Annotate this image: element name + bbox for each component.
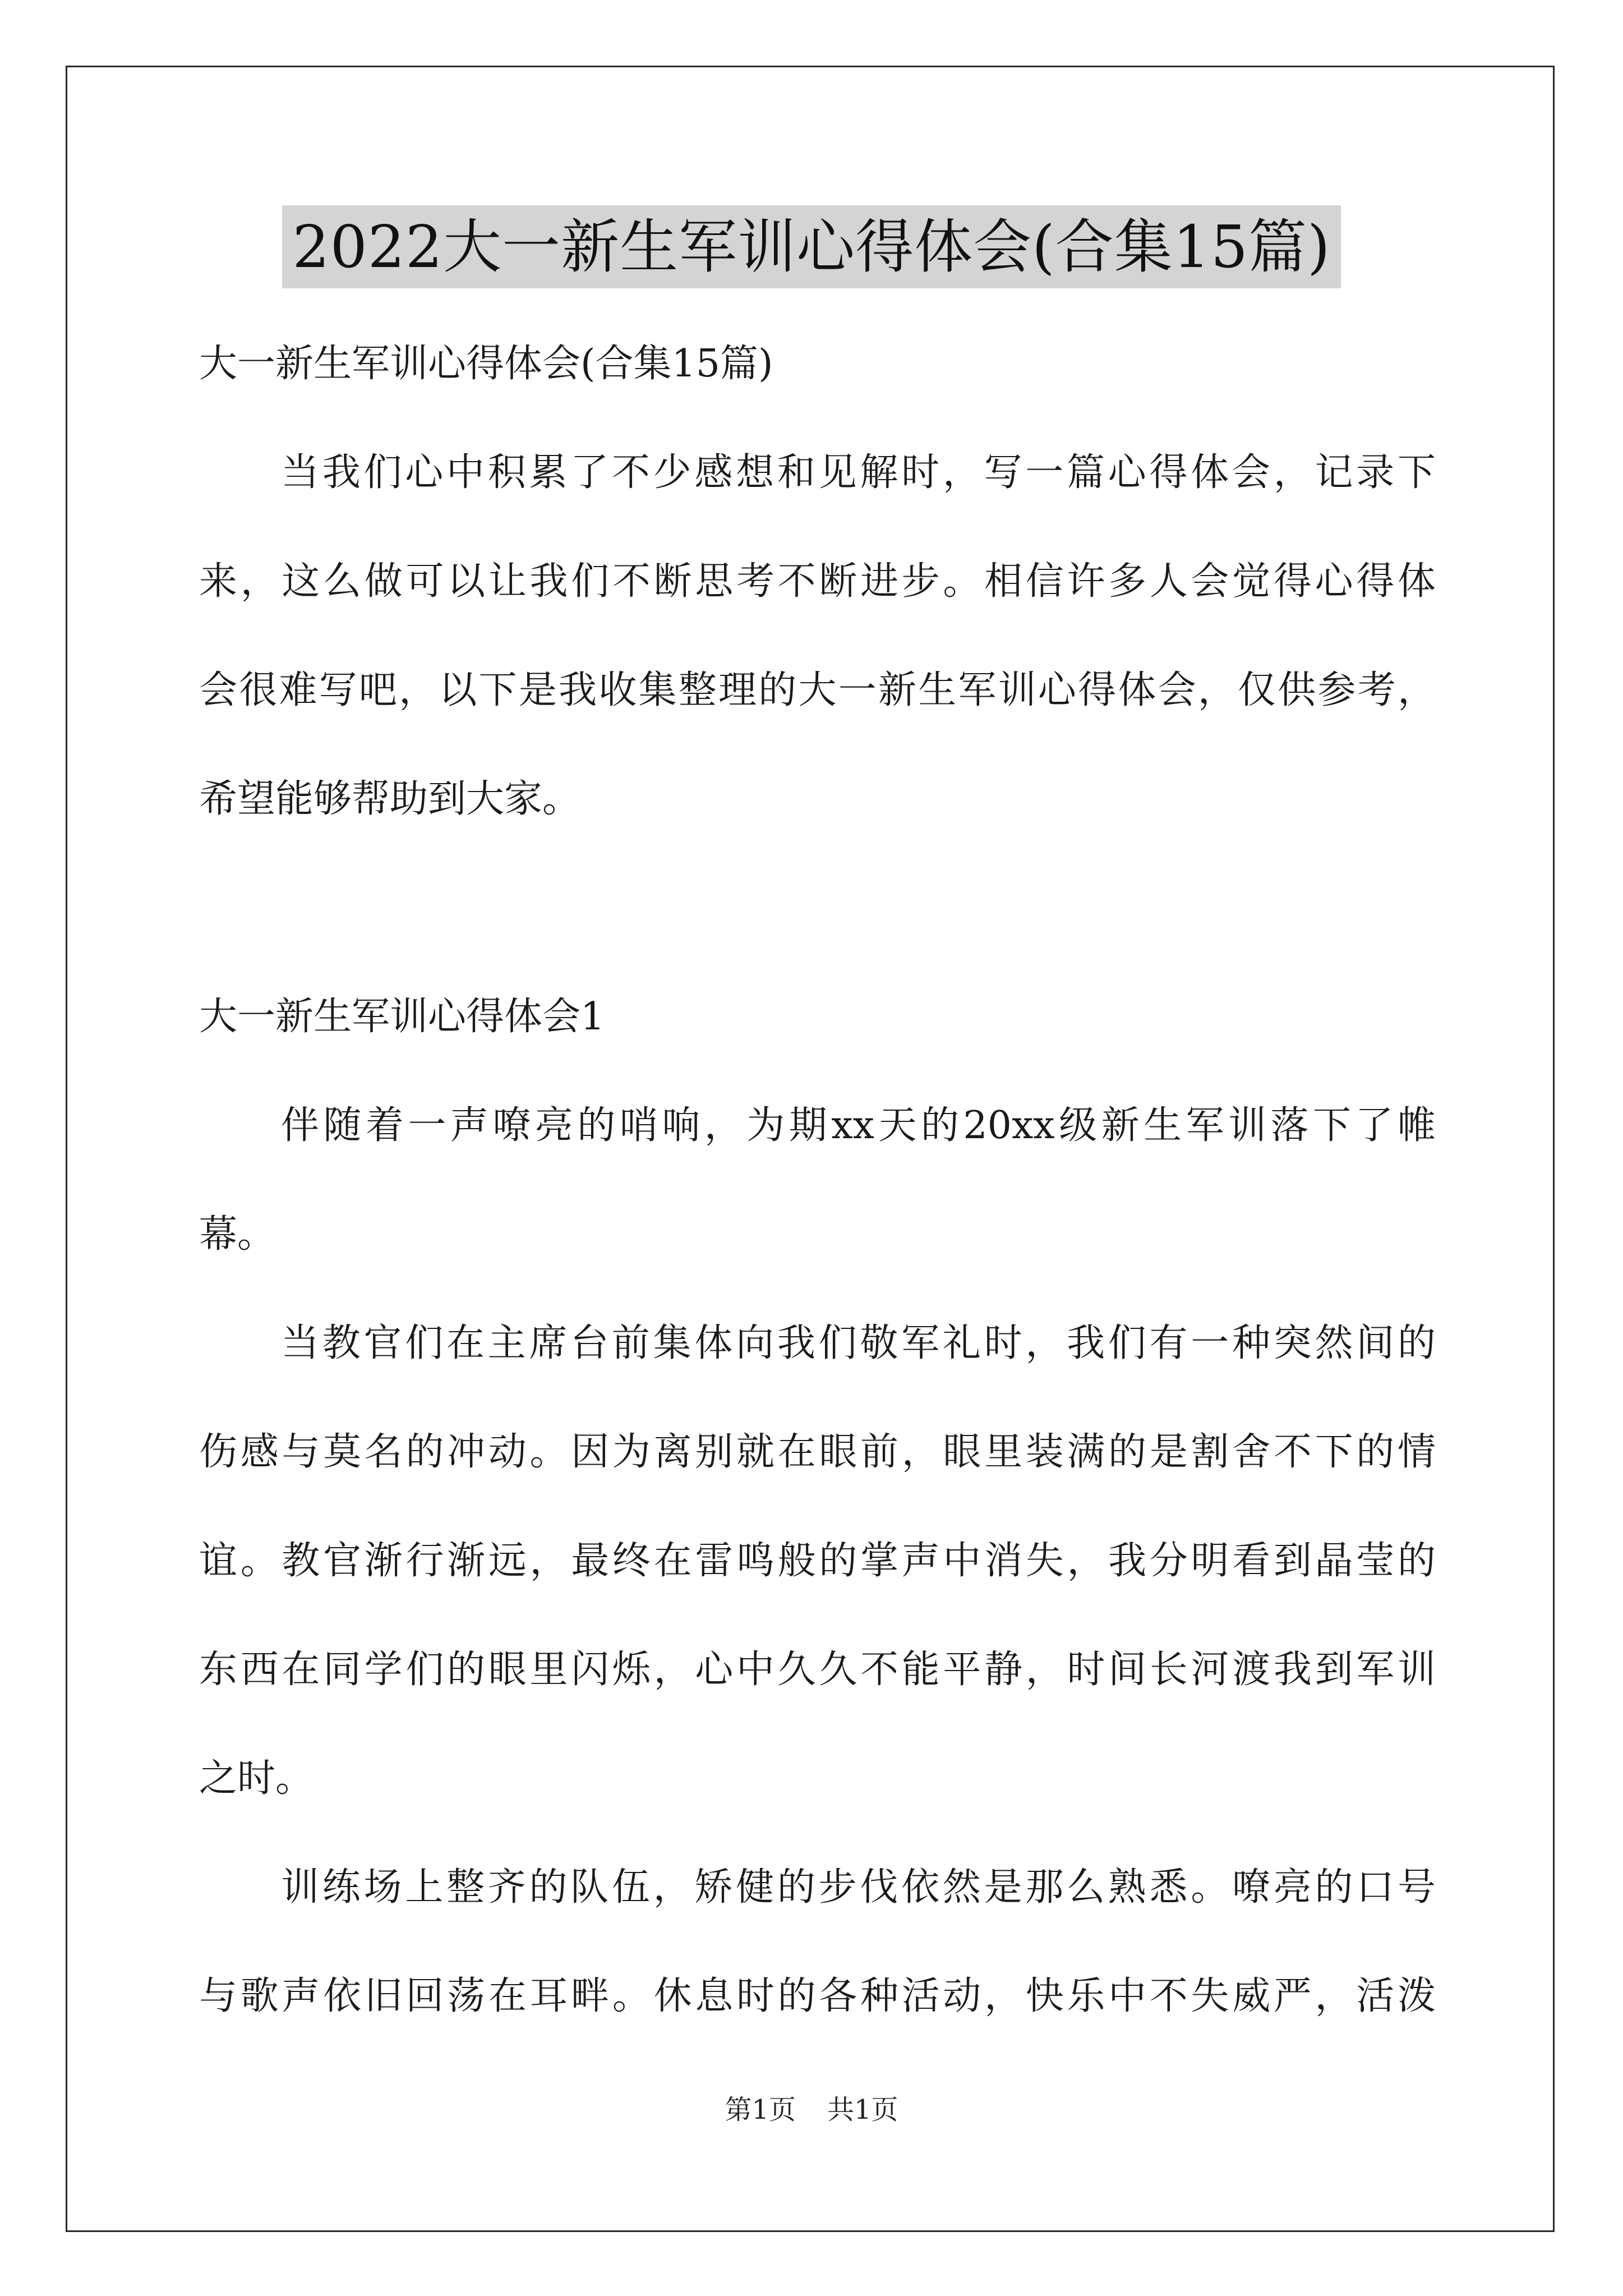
page-number: 第1页 — [725, 2094, 796, 2125]
section-heading: 大一新生军训心得体会1 — [199, 995, 605, 1039]
intro-line: 会很难写吧，以下是我收集整理的大一新生军训心得体会，仅供参考， — [199, 668, 1436, 712]
paragraph-line: 东西在同学们的眼里闪烁，心中久久不能平静，时间长河渡我到军训 — [199, 1648, 1436, 1692]
paragraph-line: 伤感与莫名的冲动。因为离别就在眼前，眼里装满的是割舍不下的情 — [199, 1430, 1436, 1474]
paragraph-line: 当教官们在主席台前集体向我们敬军礼时，我们有一种突然间的 — [281, 1321, 1436, 1365]
document-body — [199, 310, 1436, 2051]
paragraph-gap — [199, 854, 1436, 963]
total-pages: 共1页 — [827, 2094, 898, 2125]
page-footer — [0, 2088, 1623, 2127]
paragraph-line: 幕。 — [199, 1212, 276, 1257]
paragraph-line: 之时。 — [199, 1756, 314, 1801]
intro-line: 来，这么做可以让我们不断思考不断进步。相信许多人会觉得心得体 — [199, 559, 1436, 604]
intro-line: 希望能够帮助到大家。 — [199, 777, 581, 821]
paragraph-line: 训练场上整齐的队伍，矫健的步伐依然是那么熟悉。嘹亮的口号 — [281, 1865, 1436, 1910]
paragraph-line: 谊。教官渐行渐远，最终在雷鸣般的掌声中消失，我分明看到晶莹的 — [199, 1539, 1436, 1583]
paragraph-line: 与歌声依旧回荡在耳畔。休息时的各种活动，快乐中不失威严，活泼 — [199, 1974, 1436, 2018]
title-wrap — [0, 205, 1623, 288]
paragraph-line: 伴随着一声嘹亮的哨响，为期xx天的20xx级新生军训落下了帷 — [281, 1103, 1436, 1148]
document-title: 2022大一新生军训心得体会(合集15篇) — [282, 205, 1340, 288]
intro-line: 当我们心中积累了不少感想和见解时，写一篇心得体会，记录下 — [281, 450, 1436, 495]
document-subtitle: 大一新生军训心得体会(合集15篇) — [199, 342, 773, 386]
